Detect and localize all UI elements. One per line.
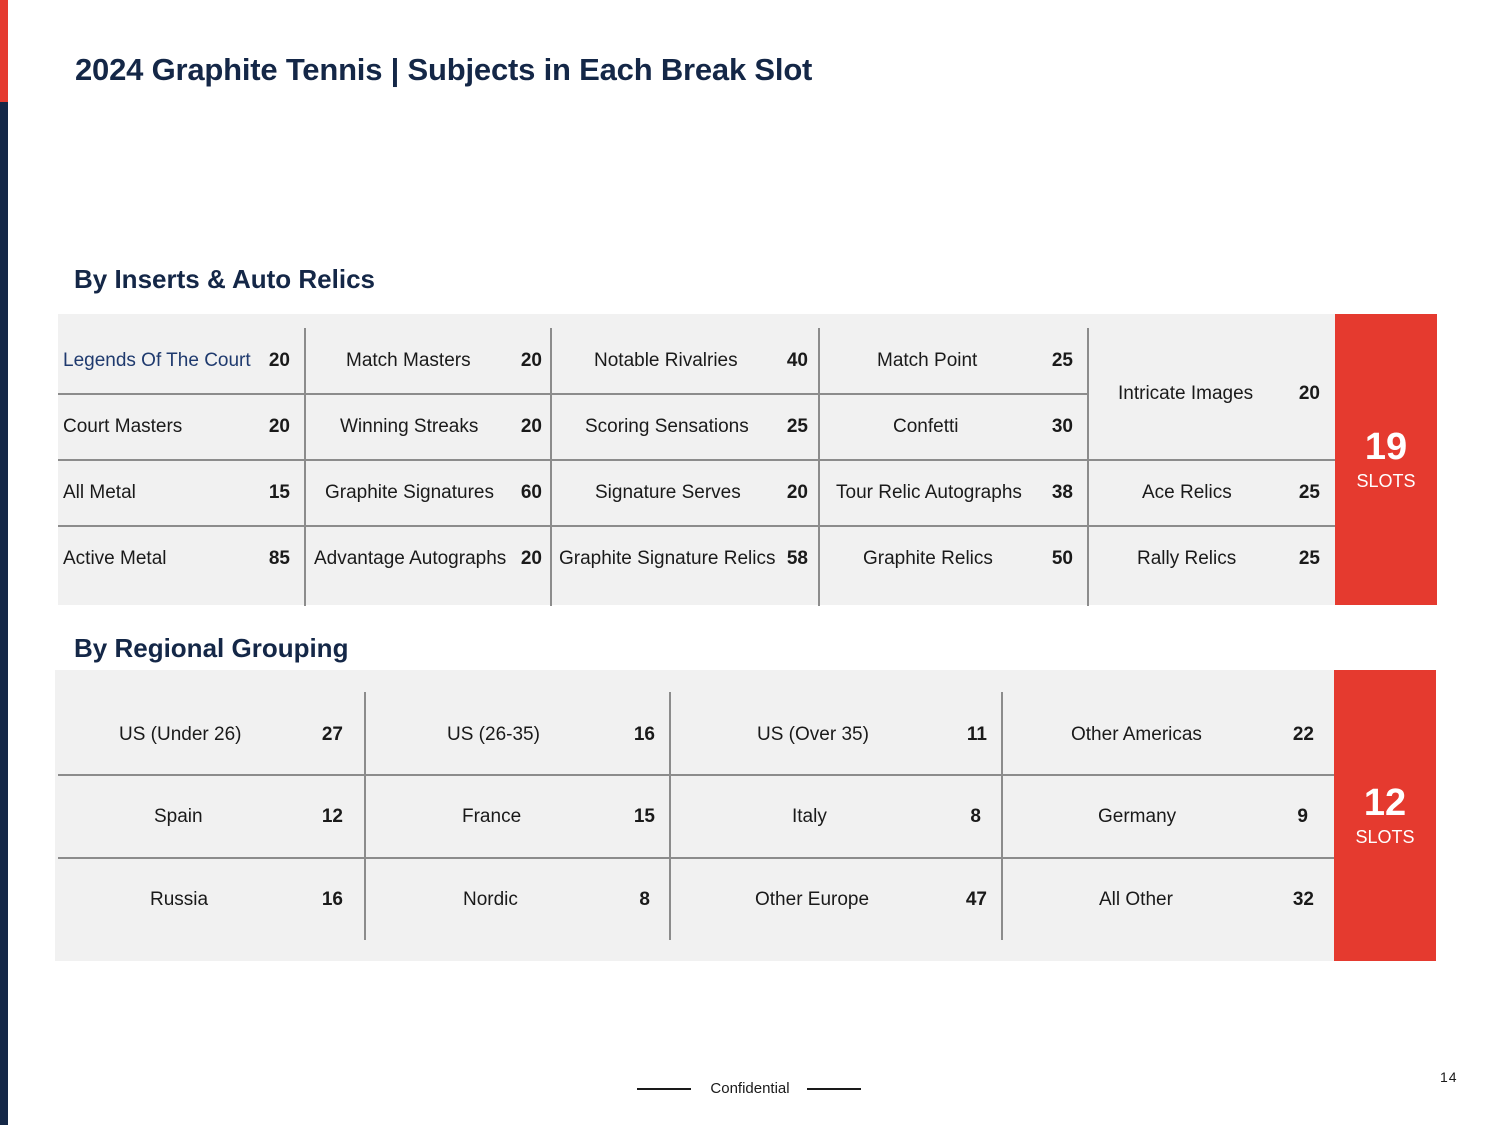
inserts-grid [58,314,1335,605]
footer-rule-right [807,1088,861,1090]
cell-value: 50 [1051,548,1073,569]
regional-heading: By Regional Grouping [74,633,349,663]
cell-label: Graphite Relics [863,548,993,569]
slots-label: SLOTS [1356,471,1416,491]
accent-bar-navy [0,102,8,1125]
table-cell [366,692,669,774]
cell-label: Spain [154,806,203,827]
cell-label: France [462,806,522,827]
table-cell [1089,328,1335,459]
cell-value: 60 [520,482,542,503]
page-title: 2024 Graphite Tennis | Subjects in Each Break Slot [75,52,813,87]
cell-value: 20 [1298,383,1320,404]
cell-value: 20 [520,350,542,371]
cell-value: 22 [1292,724,1314,745]
cell-label: US (Over 35) [757,724,869,745]
cell-value: 9 [1297,806,1308,827]
cell-label: Court Masters [63,416,183,437]
cell-value: 8 [639,889,650,910]
cell-value: 25 [1298,548,1320,569]
page-number: 14 [1440,1069,1458,1085]
inserts-slots-badge [1335,314,1437,605]
cell-value: 85 [268,548,290,569]
cell-value: 30 [1051,416,1073,437]
table-cell [306,395,550,459]
cell-value: 20 [268,350,290,371]
cell-label: US (Under 26) [119,724,242,745]
footer-rule-left [637,1088,691,1090]
table-cell [552,328,818,393]
cell-label: Tour Relic Autographs [836,482,1022,503]
cell-label: Match Point [877,350,978,371]
cell-label: Match Masters [346,350,471,371]
cell-value: 25 [786,416,808,437]
cell-label: Italy [792,806,827,827]
cell-value: 20 [786,482,808,503]
cell-value: 58 [786,548,808,569]
slots-count: 19 [1364,426,1408,468]
cell-label: All Metal [63,482,136,503]
cell-value: 40 [786,350,808,371]
cell-label: Notable Rivalries [594,350,738,371]
table-cell [1003,859,1334,940]
inserts-heading: By Inserts & Auto Relics [74,264,376,294]
table-cell [58,328,304,393]
table-cell [552,461,818,525]
cell-value: 8 [970,806,981,827]
regional-grid [55,670,1334,961]
regional-slots-badge [1334,670,1436,961]
cell-value: 38 [1051,482,1073,503]
accent-bar-red [0,0,8,102]
cell-value: 25 [1051,350,1073,371]
table-cell [366,776,669,857]
table-cell [55,776,364,857]
table-cell [306,527,550,593]
cell-label: Graphite Signatures [325,482,494,503]
slots-label: SLOTS [1355,827,1415,847]
cell-label: Other Europe [755,889,870,910]
cell-label: Advantage Autographs [314,548,507,569]
table-cell [306,461,550,525]
cell-value: 20 [268,416,290,437]
cell-label: Graphite Signature Relics [559,548,776,569]
table-cell [820,527,1087,593]
table-cell [306,328,550,393]
table-cell [552,395,818,459]
cell-label: All Other [1099,889,1173,910]
cell-label: US (26-35) [447,724,540,745]
table-cell [366,859,669,940]
cell-value: 27 [321,724,343,745]
table-cell [58,527,304,593]
cell-value: 15 [268,482,290,503]
cell-label: Winning Streaks [340,416,479,437]
cell-label: Scoring Sensations [585,416,749,437]
cell-label: Intricate Images [1118,383,1254,404]
cell-label: Signature Serves [595,482,741,503]
cell-value: 47 [965,889,987,910]
table-cell [58,395,304,459]
table-cell [820,461,1087,525]
table-cell [671,859,1001,940]
cell-value: 20 [520,416,542,437]
table-cell [552,527,818,593]
cell-label: Germany [1098,806,1177,827]
cell-label: Confetti [893,416,959,437]
slots-count: 12 [1363,782,1407,824]
table-cell [671,692,1001,774]
table-cell [55,692,364,774]
cell-value: 12 [321,806,343,827]
table-cell [1089,461,1335,525]
cell-value: 16 [633,724,655,745]
cell-label: Other Americas [1071,724,1202,745]
table-cell [671,776,1001,857]
table-cell [1003,692,1334,774]
cell-value: 11 [966,724,987,745]
table-cell [1003,776,1334,857]
cell-value: 20 [520,548,542,569]
cell-label: Ace Relics [1142,482,1232,503]
cell-label: Nordic [463,889,518,910]
cell-value: 16 [321,889,343,910]
cell-label: Rally Relics [1137,548,1237,569]
cell-value: 32 [1292,889,1314,910]
cell-value: 15 [633,806,655,827]
table-cell [1089,527,1335,593]
cell-label: Active Metal [63,548,167,569]
cell-label: Russia [150,889,209,910]
table-cell [58,461,304,525]
table-cell [55,859,364,940]
cell-value: 25 [1298,482,1320,503]
table-cell [820,395,1087,459]
cell-label: Legends Of The Court [63,350,251,371]
footer-confidential: Confidential [710,1080,790,1097]
table-cell [820,328,1087,393]
